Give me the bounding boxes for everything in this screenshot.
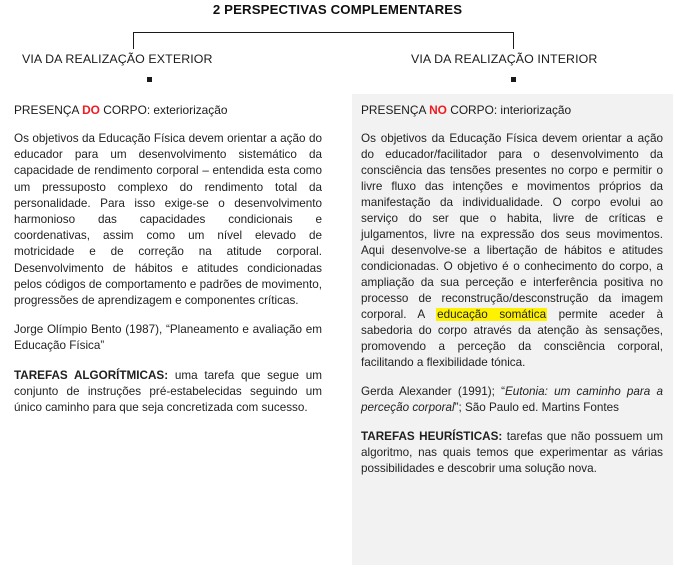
right-paragraph-1-part-b: permite aceder à sabedoria do corpo através da atenção às sensações, promovendo a perceção da consciência corporal, facilitando a flexibilidade tónica. (361, 308, 663, 369)
left-task-text: uma tarefa que segue um conjunto de instruções pré-estabelecidas seguindo um único caminho para que seja concretizada com sucesso. (14, 368, 322, 415)
branch-heading-interior: VIA DA REALIZAÇÃO INTERIOR (411, 52, 598, 66)
right-citation-author: Gerda Alexander (1991); “ (361, 385, 505, 398)
column-interior (352, 94, 673, 565)
left-heading-post: CORPO: exteriorização (99, 103, 228, 117)
bracket-connector (133, 32, 514, 49)
right-heading-emphasis: NO (429, 103, 447, 117)
left-task-label: TAREFAS ALGORÍTMICAS: (14, 368, 169, 382)
branch-heading-exterior: VIA DA REALIZAÇÃO EXTERIOR (22, 52, 213, 66)
right-citation (361, 384, 663, 416)
highlighted-term: educação somática (437, 308, 547, 321)
page-title: 2 PERSPECTIVAS COMPLEMENTARES (212, 2, 463, 17)
right-heading-post: CORPO: interiorização (446, 103, 572, 117)
left-column-heading (14, 103, 322, 118)
right-citation-work: Eutonia: um caminho para a perceção corporal (361, 385, 663, 414)
square-bullet-icon-left (147, 77, 152, 82)
left-heading-emphasis: DO (82, 103, 100, 117)
right-column-heading (361, 103, 663, 118)
left-paragraph-1: Os objetivos da Educação Física devem orientar a ação do educador para um desenvolvimento sistemático da capacidade de rendimento corporal – entendida esta como um pressuposto complexo do rendimento total da personalidade. Para isso exige-se o desenvolvimento harmonioso das capacidades condicionais e coordenativas, assim como um nível elevado de motricidade e de correção na atitude corporal. Desenvolvimento de hábitos e atitudes condicionadas pelos códigos de comportamento e padrões de movimento, progressões de aprendizagem e componentes críticas. (14, 132, 322, 308)
left-heading-pre: PRESENÇA (14, 103, 83, 117)
right-paragraph-1-part-a: Os objetivos da Educação Física devem orientar a ação do educador/facilitador para o desenvolvimento da consciência das tensões presentes no corpo e permitir o livre fluxo das intenções e movimentos próprios da manifestação da individualidade. O corpo evolui ao serviço do ser que o habita, livre de críticas e julgamentos, livre na expressão dos seus movimentos. Aqui desenvolve-se a libertação de hábitos e atitudes condicionadas. O objetivo é o conhecimento do corpo, a ampliação da sua perceção e interferência positiva no processo de reconstrução/desconstrução da imagem corporal. A (361, 132, 663, 321)
left-citation: Jorge Olímpio Bento (1987), “Planeamento e avaliação em Educação Física” (14, 323, 322, 353)
right-task-label: TAREFAS HEURÍSTICAS: (361, 430, 503, 443)
right-task-definition (361, 429, 663, 477)
column-exterior (0, 94, 336, 429)
right-citation-tail: ”; São Paulo ed. Martins Fontes (454, 401, 619, 414)
square-bullet-icon-right (511, 77, 516, 82)
right-task-text: tarefas que não possuem um algoritmo, nas quais temos que experimentar as várias possibilidades e descobrir uma solução nova. (361, 430, 663, 475)
right-heading-pre: PRESENÇA (361, 103, 430, 117)
left-task-definition (14, 368, 322, 417)
right-paragraph-1 (361, 131, 663, 371)
